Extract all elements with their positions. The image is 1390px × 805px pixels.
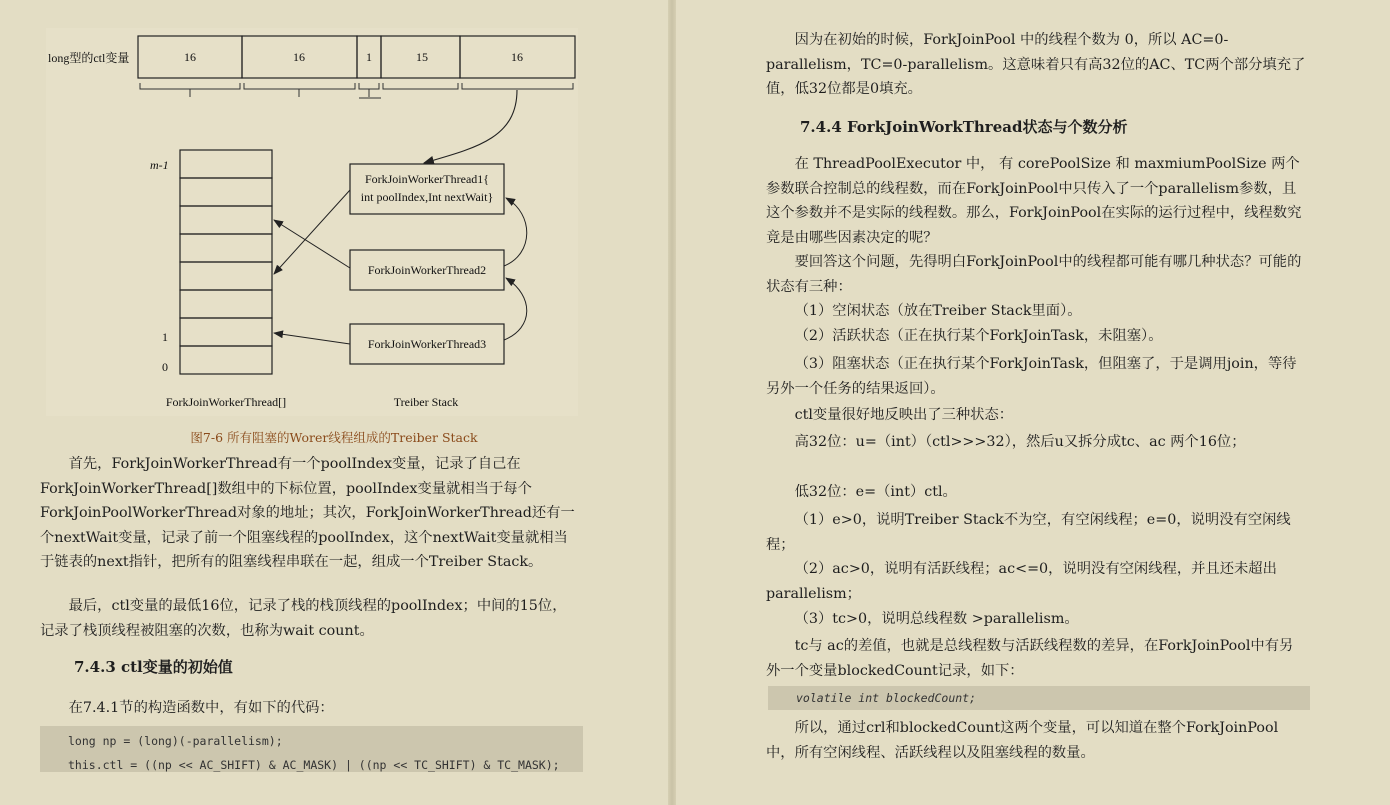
thread3-to-array-arrow	[274, 333, 350, 344]
ctl-segments	[138, 36, 575, 78]
ctl-segment-4: 15	[416, 50, 428, 64]
right-paragraph-1: 因为在初始的时候，ForkJoinPool 中的线程个数为 0，所以 AC=0-parallelism，TC=0-parallelism。这意味着只有高32位的AC、TC两个部分填充了值，低32位都是0填充。	[766, 32, 1306, 97]
code-line-1: long np = (long)(-parallelism);	[68, 734, 283, 748]
ctl-treiber-stack-figure	[46, 28, 578, 416]
book-spine	[668, 0, 676, 805]
array-caption: ForkJoinWorkerThread[]	[165, 395, 287, 409]
code-block-blocked-count	[768, 686, 1310, 710]
segment-braces	[140, 83, 573, 98]
ctl-segment-2: 16	[293, 50, 305, 64]
ctl-segment-1: 16	[184, 50, 196, 64]
left-page	[0, 0, 668, 805]
right-paragraph-3: 要回答这个问题，先得明白ForkJoinPool中的线程都可能有哪几种状态？可能的状态有三种：	[766, 254, 1302, 295]
figure-diagram	[46, 28, 578, 416]
array-label-1: 1	[162, 330, 168, 344]
condition-1: （1）e>0，说明Treiber Stack不为空，有空闲线程；e=0，说明没有空闲线程；	[766, 512, 1291, 553]
ctl-segment-3: 1	[366, 50, 372, 64]
thread1-line2: int poolIndex,Int nextWait}	[360, 190, 494, 204]
state-1: （1）空闲状态（放在Treiber Stack里面）。	[794, 303, 1082, 319]
thread1-line1: ForkJoinWorkerThread1{	[364, 172, 490, 186]
condition-2: （2）ac>0，说明有活跃线程；ac<=0，说明没有空闲线程，并且还未超出parallelism；	[766, 561, 1277, 602]
thread2-label: ForkJoinWorkerThread2	[367, 263, 487, 277]
thread2-to-thread1-arrow	[504, 198, 527, 266]
section-heading-743: 7.4.3 ctl变量的初始值	[74, 658, 233, 676]
code-line-2: this.ctl = ((np << AC_SHIFT) & AC_MASK) | ((np << TC_SHIFT) & TC_MASK);	[68, 758, 560, 772]
thread-array	[180, 150, 272, 374]
ctl-label: long型的ctl变量	[48, 51, 130, 65]
thread3-to-thread2-arrow	[504, 278, 527, 340]
right-paragraph-diff: tc与 ac的差值，也就是总线程数与活跃线程数的差异，在ForkJoinPool中有另外一个变量blockedCount记录，如下：	[766, 638, 1294, 679]
condition-3: （3）tc>0，说明总线程数 >parallelism。	[794, 611, 1079, 627]
left-paragraph-1: 首先，ForkJoinWorkerThread有一个poolIndex变量，记录了自己在ForkJoinWorkerThread[]数组中的下标位置，poolIndex变量就相当于每个ForkJoinPoolWorkerThread对象的地址；其次，ForkJoinWorkerThread还有一个nextWait变量，记录了前一个阻塞线程的poolIndex，这个nextWait变量就相当于链表的next指针，把所有的阻塞线程串联在一起，组成一个Treiber Stack。	[40, 456, 575, 570]
right-paragraph-final: 所以，通过crl和blockedCount这两个变量，可以知道在整个ForkJoinPool中，所有空闲线程、活跃线程以及阻塞线程的数量。	[766, 720, 1279, 761]
state-3: （3）阻塞状态（正在执行某个ForkJoinTask，但阻塞了，于是调用join，等待另外一个任务的结果返回）。	[766, 356, 1297, 397]
low32-line: 低32位：e=（int）ctl。	[794, 484, 957, 500]
ctl-to-thread1-arrow	[424, 90, 517, 163]
figure-caption: 图7-6 所有阻塞的Worer线程组成的Treiber Stack	[190, 430, 478, 445]
high32-line: 高32位：u=（int）（ctl>>>32），然后u又拆分成tc、ac 两个16位；	[794, 434, 1246, 450]
array-label-top: m-1	[150, 158, 169, 172]
section-heading-744: 7.4.4 ForkJoinWorkThread状态与个数分析	[800, 118, 1128, 136]
state-2: （2）活跃状态（正在执行某个ForkJoinTask，未阻塞）。	[794, 328, 1163, 344]
thread1-to-array-arrow	[274, 190, 350, 274]
ctl-segment-5: 16	[511, 50, 523, 64]
right-paragraph-2: 在 ThreadPoolExecutor 中， 有 corePoolSize 和 maxmiumPoolSize 两个参数联合控制总的线程数，而在ForkJoinPool中只传入了一个parallelism参数，且这个参数并不是实际的线程数。那么，ForkJoinPool在实际的运行过程中，线程数究竟是由哪些因素决定的呢？	[766, 156, 1302, 246]
stack-caption: Treiber Stack	[393, 395, 459, 409]
right-page	[676, 0, 1390, 805]
array-label-0: 0	[162, 360, 168, 374]
code-block-ctl-init	[40, 726, 583, 772]
left-paragraph-3: 在7.4.1节的构造函数中，有如下的代码：	[68, 700, 334, 716]
ctl-states-line: ctl变量很好地反映出了三种状态：	[794, 407, 1014, 423]
code-line-blocked: volatile int blockedCount;	[796, 691, 977, 705]
left-paragraph-2: 最后，ctl变量的最低16位，记录了栈的栈顶线程的poolIndex；中间的15位，记录了栈顶线程被阻塞的次数，也称为wait count。	[40, 598, 567, 639]
thread3-label: ForkJoinWorkerThread3	[367, 337, 487, 351]
